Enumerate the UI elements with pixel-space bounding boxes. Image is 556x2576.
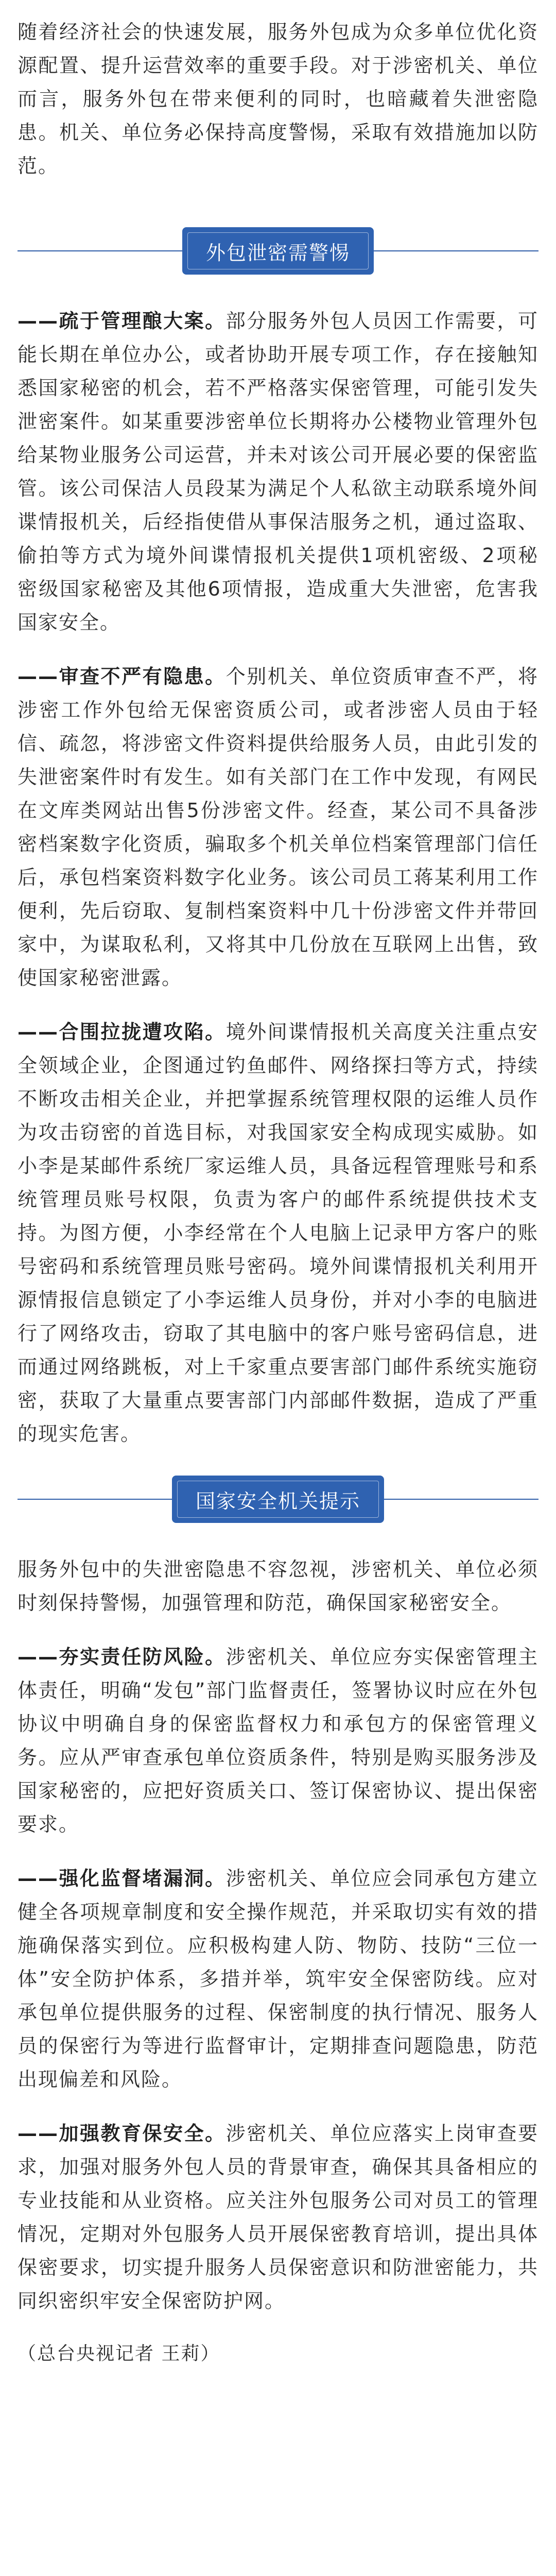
paragraph-body: 涉密机关、单位应落实上岗审查要求，加强对服务外包人员的背景审查，确保其具备相应的专业技能和从业资格。应关注外包服务公司对员工的管理情况，定期对外包服务人员开展保密教育培训，提出具体保密要求，切实提升服务人员保密意识和防泄密能力，共同织密织牢安全保密防护网。 [18, 2122, 538, 2312]
paragraph-body: 涉密机关、单位应会同承包方建立健全各项规章制度和安全操作规范，并采取切实有效的措施确保落实到位。应积极构建人防、物防、技防“三位一体”安全防护体系，多措并举，筑牢安全保密防线。应对承包单位提供服务的过程、保密制度的执行情况、服务人员的保密行为等进行监督审计，定期排查问题隐患，防范出现偏差和风险。 [18, 1867, 538, 2091]
banner-label [182, 227, 374, 275]
section1-paragraph-1 [18, 304, 538, 639]
paragraph-body: 个别机关、单位资质审查不严，将涉密工作外包给无保密资质公司，或者涉密人员由于轻信、疏忽，将涉密文件资料提供给服务人员，由此引发的失泄密案件时有发生。如有关部门在工作中发现，有网民在文库类网站出售5份涉密文件。经查，某公司不具备涉密档案数字化资质，骗取多个机关单位档案管理部门信任后，承包档案资料数字化业务。该公司员工蒋某利用工作便利，先后窃取、复制档案资料中几十份涉密文件并带回家中，为谋取私利，又将其中几份放在互联网上出售，致使国家秘密泄露。 [18, 665, 538, 989]
section-title: 国家安全机关提示 [195, 1489, 361, 1513]
paragraph-body: 境外间谍情报机关高度关注重点安全领域企业，企图通过钓鱼邮件、网络探扫等方式，持续不断攻击相关企业，并把掌握系统管理权限的运维人员作为攻击窃密的首选目标，对我国家安全构成现实威胁。如小李是某邮件系统厂家运维人员，具备远程管理账号和系统管理员账号权限，负责为客户的邮件系统提供技术支持。为图方便，小李经常在个人电脑上记录甲方客户的账号密码和系统管理员账号密码。境外间谍情报机关利用开源情报信息锁定了小李运维人员身份，并对小李的电脑进行了网络攻击，窃取了其电脑中的客户账号密码信息，进而通过网络跳板，对上千家重点要害部门邮件系统实施窃密，获取了大量重点要害部门内部邮件数据，造成了严重的现实危害。 [18, 1021, 538, 1445]
paragraph-lead: ——审查不严有隐患。 [18, 665, 226, 688]
section2-paragraph-1 [18, 1640, 538, 1841]
section2-intro-paragraph: 服务外包中的失泄密隐患不容忽视，涉密机关、单位必须时刻保持警惕，加强管理和防范，确保国家秘密安全。 [18, 1558, 538, 1614]
author-credit: （总台央视记者 王莉） [18, 2343, 220, 2364]
paragraph-body: 涉密机关、单位应夯实保密管理主体责任，明确“发包”部门监督责任，签署协议时应在外包协议中明确自身的保密监督权力和承包方的保密管理义务。应从严审查承包单位资质条件，特别是购买服务涉及国家秘密的，应把好资质关口、签订保密协议、提出保密要求。 [18, 1646, 538, 1836]
paragraph-lead: ——疏于管理酿大案。 [18, 310, 226, 332]
section2-paragraph-3 [18, 2117, 538, 2318]
section-title: 外包泄密需警惕 [205, 241, 351, 264]
banner-label [172, 1476, 384, 1523]
section1-paragraph-3 [18, 1015, 538, 1451]
section2-paragraph-2 [18, 1862, 538, 2096]
paragraph-lead: ——夯实责任防风险。 [18, 1646, 226, 1668]
paragraph-lead: ——加强教育保安全。 [18, 2122, 226, 2145]
section-banner-leak-warning [18, 227, 538, 275]
section-banner-security-tips [18, 1476, 538, 1523]
intro-paragraph: 随着经济社会的快速发展，服务外包成为众多单位优化资源配置、提升运营效率的重要手段。对于涉密机关、单位而言，服务外包在带来便利的同时，也暗藏着失泄密隐患。机关、单位务必保持高度警惕，采取有效措施加以防范。 [18, 21, 538, 177]
paragraph-lead: ——合围拉拢遭攻陷。 [18, 1021, 226, 1043]
section1-paragraph-2 [18, 660, 538, 995]
paragraph-lead: ——强化监督堵漏洞。 [18, 1867, 226, 1890]
paragraph-body: 部分服务外包人员因工作需要，可能长期在单位办公，或者协助开展专项工作，存在接触知悉国家秘密的机会，若不严格落实保密管理，可能引发失泄密案件。如某重要涉密单位长期将办公楼物业管理外包给某物业服务公司运营，并未对该公司开展必要的保密监管。该公司保洁人员段某为满足个人私欲主动联系境外间谍情报机关，后经指使借从事保洁服务之机，通过盗取、偷拍等方式为境外间谍情报机关提供1项机密级、2项秘密级国家秘密及其他6项情报，造成重大失泄密，危害我国家安全。 [18, 310, 538, 634]
